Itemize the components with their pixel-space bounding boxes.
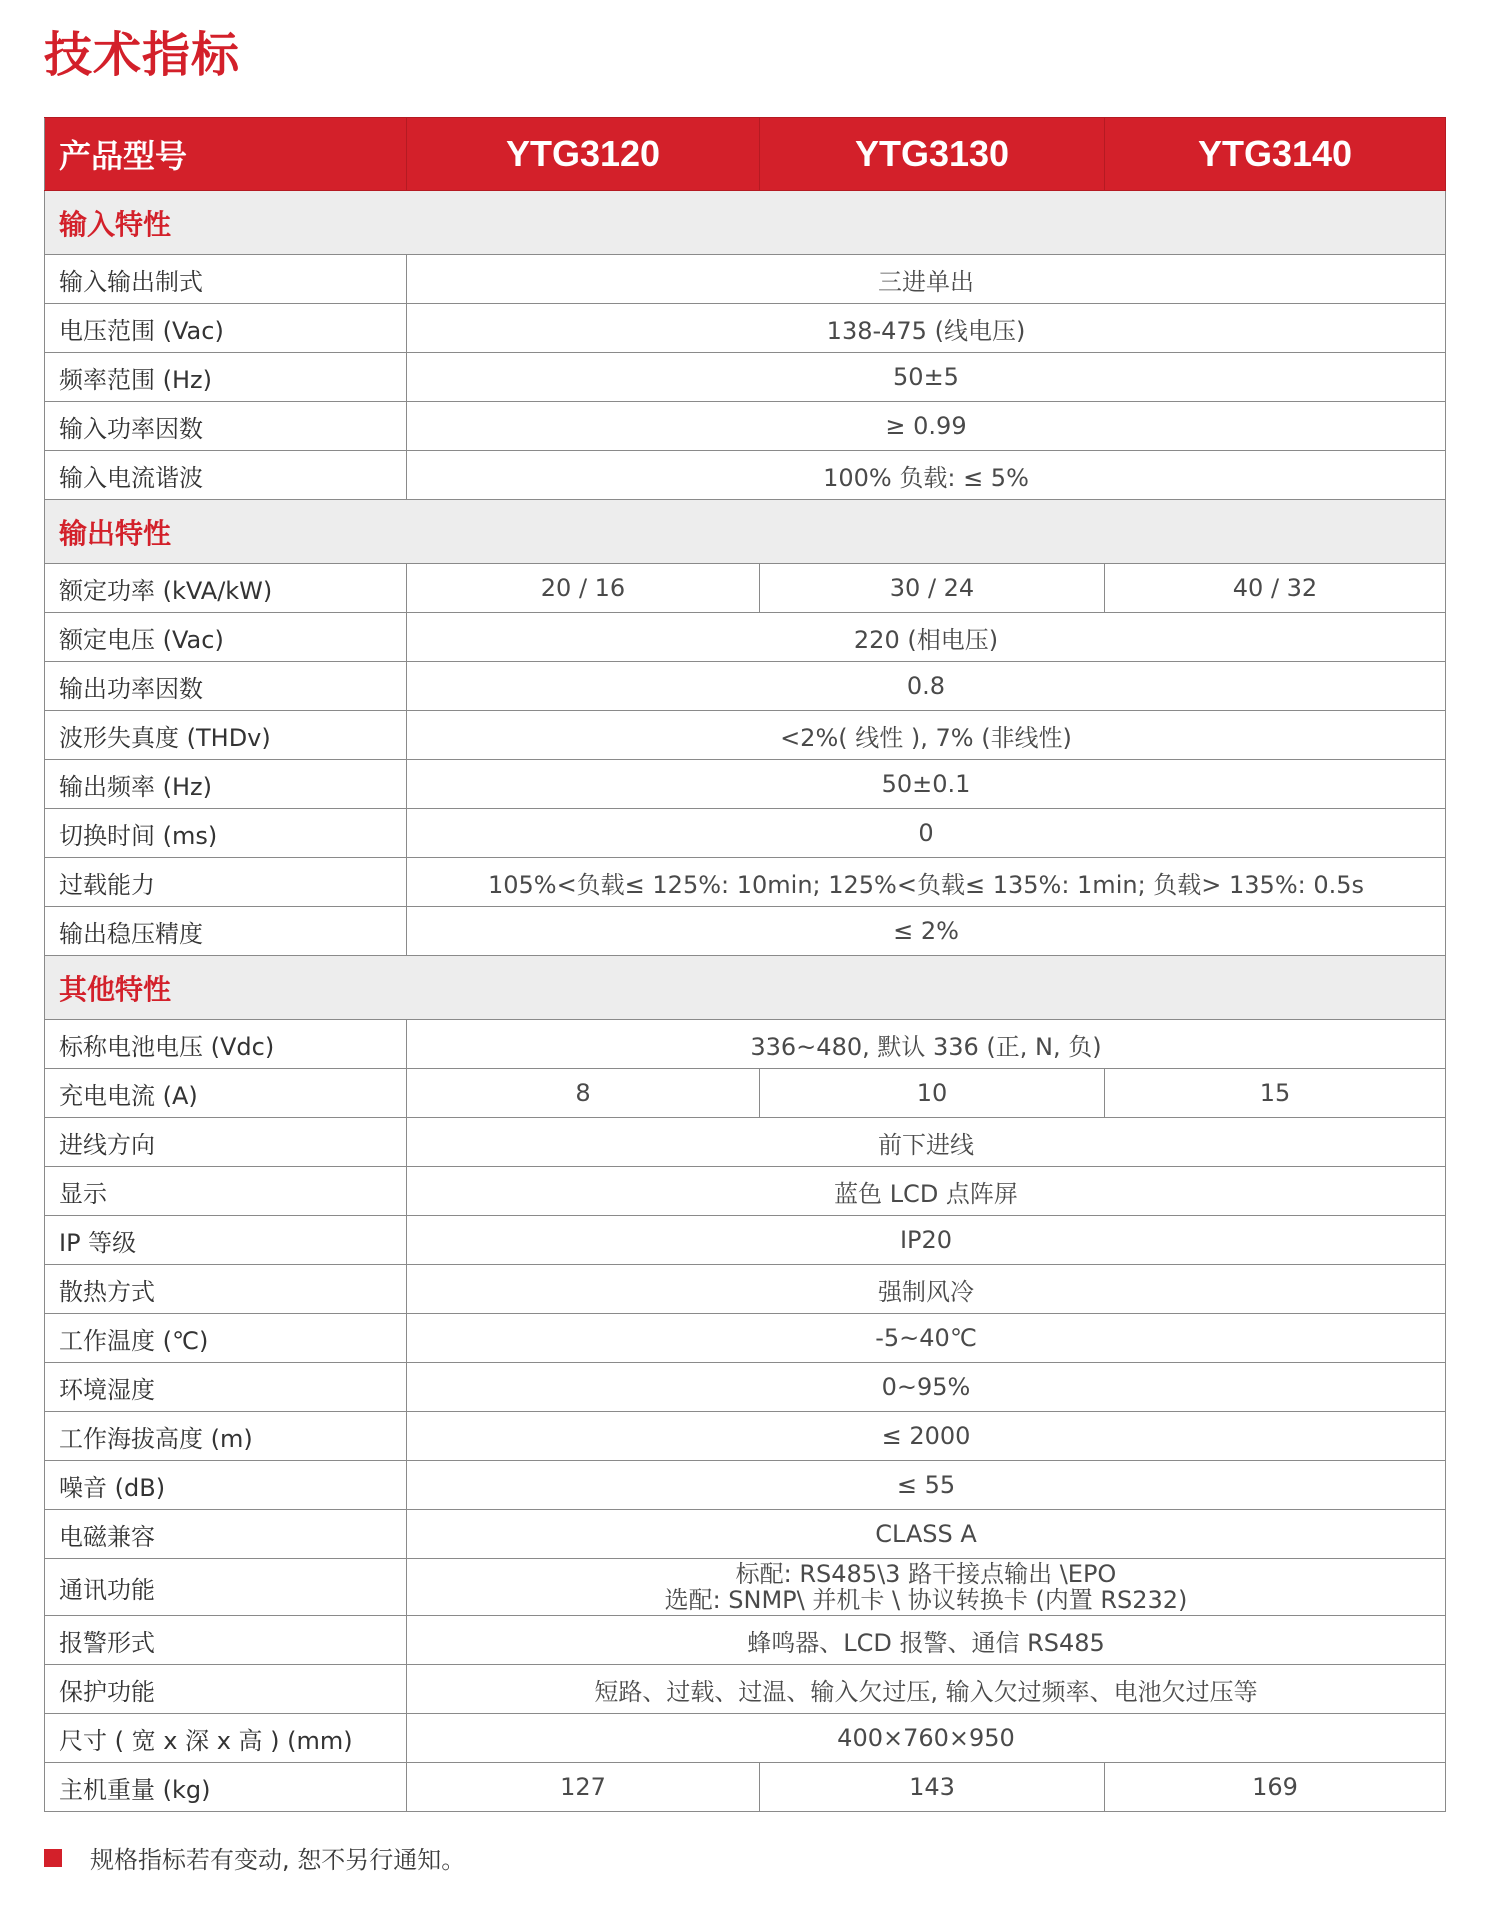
row-label: 额定功率 (kVA/kW) [45, 564, 407, 613]
table-row [45, 1616, 1446, 1665]
section-row-output [45, 500, 1446, 564]
row-label: 噪音 (dB) [45, 1461, 407, 1510]
table-row [45, 1714, 1446, 1763]
row-label: 保护功能 [45, 1665, 407, 1714]
row-value: -5~40℃ [407, 1314, 1446, 1363]
table-row [45, 613, 1446, 662]
table-row [45, 1461, 1446, 1510]
table-row [45, 1559, 1446, 1616]
row-label: 输出功率因数 [45, 662, 407, 711]
row-value: 0 [407, 809, 1446, 858]
row-label: 额定电压 (Vac) [45, 613, 407, 662]
table-row [45, 1020, 1446, 1069]
page-title: 技术指标 [44, 27, 241, 83]
row-value-ytg3130: 10 [760, 1069, 1105, 1118]
row-value: 蓝色 LCD 点阵屏 [407, 1167, 1446, 1216]
table-row [45, 760, 1446, 809]
section-title-input: 输入特性 [45, 191, 1446, 255]
row-value-ytg3140: 15 [1105, 1069, 1446, 1118]
row-label: 报警形式 [45, 1616, 407, 1665]
spec-table [44, 117, 1446, 1812]
row-label: 工作温度 (℃) [45, 1314, 407, 1363]
row-value: ≤ 2000 [407, 1412, 1446, 1461]
row-label: 电磁兼容 [45, 1510, 407, 1559]
table-row [45, 1069, 1446, 1118]
row-label: 切换时间 (ms) [45, 809, 407, 858]
row-label: 输出稳压精度 [45, 907, 407, 956]
row-label: 输入电流谐波 [45, 451, 407, 500]
row-value: 400×760×950 [407, 1714, 1446, 1763]
table-row [45, 1510, 1446, 1559]
section-row-input [45, 191, 1446, 255]
table-row [45, 1763, 1446, 1812]
row-value: 50±0.1 [407, 760, 1446, 809]
row-value: 短路、过载、过温、输入欠过压, 输入欠过频率、电池欠过压等 [407, 1665, 1446, 1714]
row-label: IP 等级 [45, 1216, 407, 1265]
row-label: 通讯功能 [45, 1559, 407, 1616]
row-value-ytg3120: 127 [407, 1763, 760, 1812]
table-row [45, 255, 1446, 304]
model-ytg3130: YTG3130 [760, 118, 1105, 191]
product-model-label: 产品型号 [45, 118, 407, 191]
row-value: CLASS A [407, 1510, 1446, 1559]
row-label: 进线方向 [45, 1118, 407, 1167]
row-value-ytg3130: 30 / 24 [760, 564, 1105, 613]
row-label: 输入功率因数 [45, 402, 407, 451]
row-value-line: 选配: SNMP\ 并机卡 \ 协议转换卡 (内置 RS232) [664, 1586, 1188, 1614]
row-value: 105%<负载≤ 125%: 10min; 125%<负载≤ 135%: 1min; 负载> 135%: 0.5s [407, 858, 1446, 907]
table-row [45, 1118, 1446, 1167]
table-row [45, 564, 1446, 613]
row-label: 输入输出制式 [45, 255, 407, 304]
table-row [45, 1314, 1446, 1363]
table-row [45, 1363, 1446, 1412]
table-row [45, 711, 1446, 760]
table-row [45, 858, 1446, 907]
row-value: 三进单出 [407, 255, 1446, 304]
footnote-text: 规格指标若有变动, 恕不另行通知。 [90, 1846, 466, 1874]
row-value: 蜂鸣器、LCD 报警、通信 RS485 [407, 1616, 1446, 1665]
row-value-multiline [407, 1559, 1446, 1616]
row-label: 尺寸 ( 宽 x 深 x 高 ) (mm) [45, 1714, 407, 1763]
table-row [45, 1167, 1446, 1216]
table-row [45, 1265, 1446, 1314]
row-label: 散热方式 [45, 1265, 407, 1314]
row-label: 工作海拔高度 (m) [45, 1412, 407, 1461]
row-value: 138-475 (线电压) [407, 304, 1446, 353]
row-value: 50±5 [407, 353, 1446, 402]
row-label: 充电电流 (A) [45, 1069, 407, 1118]
row-value-ytg3140: 169 [1105, 1763, 1446, 1812]
section-row-other [45, 956, 1446, 1020]
table-row [45, 907, 1446, 956]
model-ytg3140: YTG3140 [1105, 118, 1446, 191]
footnote [44, 1840, 465, 1875]
row-label: 输出频率 (Hz) [45, 760, 407, 809]
row-label: 主机重量 (kg) [45, 1763, 407, 1812]
table-row [45, 1216, 1446, 1265]
table-row [45, 304, 1446, 353]
row-value: IP20 [407, 1216, 1446, 1265]
row-label: 频率范围 (Hz) [45, 353, 407, 402]
row-value: ≤ 55 [407, 1461, 1446, 1510]
row-label: 电压范围 (Vac) [45, 304, 407, 353]
row-value-ytg3120: 20 / 16 [407, 564, 760, 613]
row-value-ytg3120: 8 [407, 1069, 760, 1118]
row-value: 336~480, 默认 336 (正, N, 负) [407, 1020, 1446, 1069]
row-label: 标称电池电压 (Vdc) [45, 1020, 407, 1069]
section-title-output: 输出特性 [45, 500, 1446, 564]
row-label: 环境湿度 [45, 1363, 407, 1412]
table-row [45, 353, 1446, 402]
row-value-ytg3140: 40 / 32 [1105, 564, 1446, 613]
square-bullet-icon [44, 1849, 62, 1867]
row-value-ytg3130: 143 [760, 1763, 1105, 1812]
table-row [45, 1665, 1446, 1714]
table-row [45, 1412, 1446, 1461]
table-row [45, 662, 1446, 711]
row-value: 前下进线 [407, 1118, 1446, 1167]
row-label: 波形失真度 (THDv) [45, 711, 407, 760]
row-value: 100% 负载: ≤ 5% [407, 451, 1446, 500]
table-header-row [45, 118, 1446, 191]
model-ytg3120: YTG3120 [407, 118, 760, 191]
row-value: 0.8 [407, 662, 1446, 711]
row-label: 显示 [45, 1167, 407, 1216]
table-row [45, 402, 1446, 451]
row-value: <2%( 线性 ), 7% (非线性) [407, 711, 1446, 760]
row-label: 过载能力 [45, 858, 407, 907]
row-value: ≥ 0.99 [407, 402, 1446, 451]
row-value: 强制风冷 [407, 1265, 1446, 1314]
row-value: 220 (相电压) [407, 613, 1446, 662]
row-value: 0~95% [407, 1363, 1446, 1412]
section-title-other: 其他特性 [45, 956, 1446, 1020]
row-value: ≤ 2% [407, 907, 1446, 956]
table-row [45, 451, 1446, 500]
row-value-line: 标配: RS485\3 路干接点输出 \EPO [735, 1560, 1117, 1588]
table-row [45, 809, 1446, 858]
